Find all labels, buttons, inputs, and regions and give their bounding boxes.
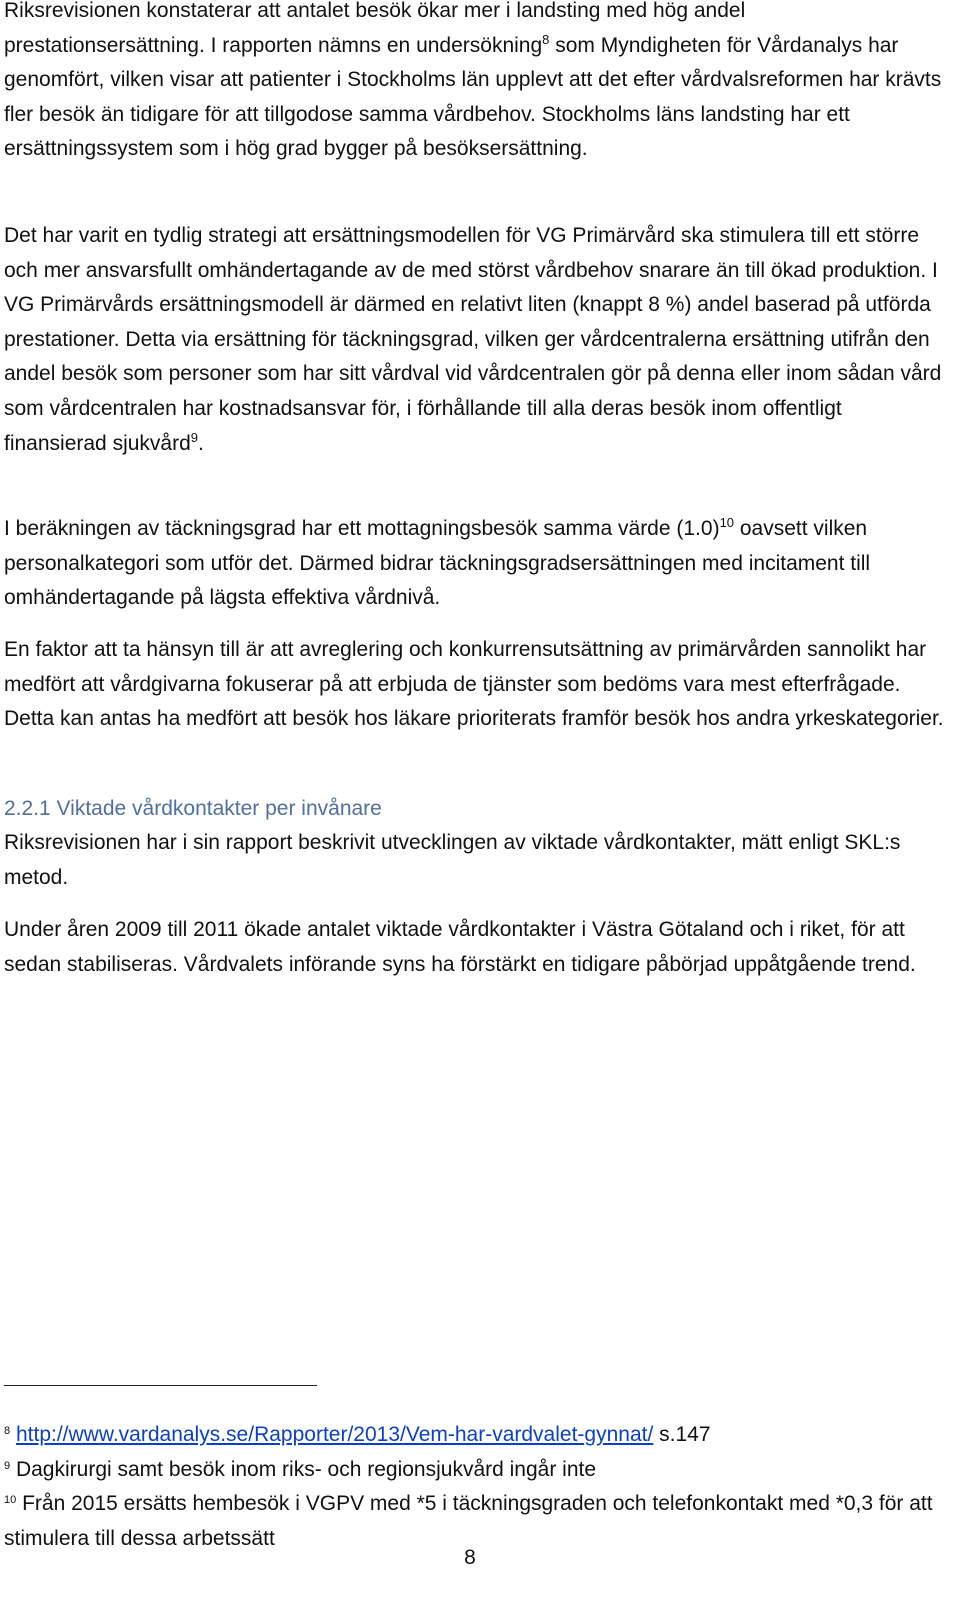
section-heading: 2.2.1 Viktade vårdkontakter per invånare [4,797,382,820]
footnote-number: 9 [4,1459,11,1472]
paragraph-ersattningsmodell [4,219,944,461]
paragraph-riksrevisionen-besok [4,0,944,167]
paragraph-avreglering: En faktor att ta hänsyn till är att avreglering och konkurrensutsättning av primärvården sannolikt har medfört att vårdgivarna fokuserar på att erbjuda de tjänster som bedöms vara mest efterfrågade. Detta kan antas ha medfört att besök hos läkare prioriterats framför besök hos andra yrkeskategorier. [4,638,944,731]
footnote-text: Dagkirurgi samt besök inom riks- och regionsjukvård ingår inte [10,1457,597,1481]
footnote-number: 8 [4,1425,11,1437]
paragraph-text: Det har varit en tydlig strategi att ersättningsmodellen för VG Primärvård ska stimulera till ett större och mer ansvarsfullt omhändertagande av de med störst vårdbehov snarare än till ökad produktion. I VG Primärvårds ersättningsmodell är därmed en relativt liten (knappt 8 %) andel baserad på utförda prestationer. Detta via ersättning för täckningsgrad, vilken ger vårdcentralerna ersättning utifrån den andel besök som personer som har sitt vårdval vid vårdcentralen gör på denna eller inom sådan vård som vårdcentralen har kostnadsansvar för, i förhållande till alla deras besök inom offentligt finansierad sjukvård [4,224,942,455]
footnote-9 [4,1453,944,1488]
paragraph-text: I beräkningen av täckningsgrad har ett mottagningsbesök samma värde (1.0) [4,517,720,540]
footnotes [4,1418,944,1556]
page-number: 8 [464,1546,476,1569]
paragraph-skl-metod: Riksrevisionen har i sin rapport beskrivit utvecklingen av viktade vårdkontakter, mätt enligt SKL:s metod. [4,831,901,889]
footnote-ref-10[interactable]: 10 [719,515,735,530]
paragraph-text: . [198,431,204,455]
footnote-8 [4,1418,944,1453]
paragraph-tackningsgrad [4,512,944,616]
paragraph-text: Riksrevisionen konstaterar att antalet besök ökar mer i landsting med hög andel prestationsersättning. I rapporten nämns en undersökning [4,0,746,57]
footnote-text: s.147 [653,1423,711,1446]
footnote-text: Från 2015 ersätts hembesök i VGPV med *5 i täckningsgraden och telefonkontakt med *0,3 för att stimulera till dessa arbetssätt [4,1492,933,1550]
paragraph-text: som Myndigheten för Vårdanalys har genomfört, vilken visar att patienter i Stockholms län upplevt att det efter vårdvalsreformen har krävts fler besök än tidigare för att tillgodose samma vårdbehov. Stockholms läns landsting har ett ersättningssystem som i hög grad bygger på besöksersättning. [4,33,942,161]
footnote-ref-9[interactable]: 9 [190,429,198,445]
paragraph-trend: Under åren 2009 till 2011 ökade antalet viktade vårdkontakter i Västra Götaland och i riket, för att sedan stabiliseras. Vårdvalets införande syns ha förstärkt en tidigare påbörjad uppåtgående trend. [4,918,916,976]
footnote-number: 10 [4,1494,17,1507]
paragraph-text: oavsett vilken personalkategori som utför det. Därmed bidrar täckningsgradsersättningen med incitament till omhändertagande på lägsta effektiva vårdnivå. [4,517,871,610]
footnote-link[interactable]: http://www.vardanalys.se/Rapporter/2013/Vem-har-vardvalet-gynnat/ [15,1423,654,1446]
footnote-ref-8[interactable]: 8 [542,31,550,47]
footnote-separator [4,1385,317,1386]
